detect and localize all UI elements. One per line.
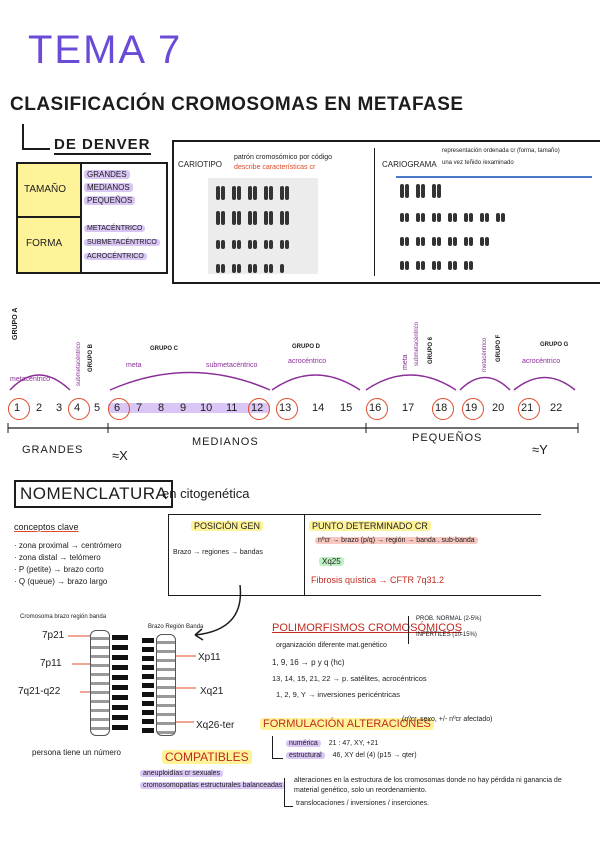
numerica-label: numérica (286, 740, 321, 747)
cariograma-label: CARIOGRAMA (382, 160, 437, 169)
chromosome-number: 18 (435, 402, 448, 414)
karyotype-divider (374, 148, 375, 276)
compatibles-bracket (284, 778, 293, 807)
grupo-d-label: GRUPO D (292, 344, 321, 350)
chromosome-number: 12 (251, 402, 264, 414)
punto-title: PUNTO DETERMINADO CR (309, 521, 431, 531)
curve-arrow (190, 585, 260, 645)
formulacion-arrow (272, 736, 283, 759)
posicion-box (168, 514, 305, 596)
conceptos-title: conceptos clave (14, 522, 79, 532)
chromosome-number: 8 (158, 402, 165, 414)
punto-text: nºcr → brazo (p/q) → región → banda . sub-banda (315, 537, 478, 544)
forma-cell (18, 218, 82, 272)
tamano-items (84, 168, 135, 207)
chromosome-number: 15 (340, 402, 353, 414)
forma-items (84, 222, 160, 264)
compatibles-title: COMPATIBLES (162, 750, 252, 764)
grupo-e-label: GRUPO 6 (428, 336, 434, 364)
x-label: ≈X (112, 448, 128, 463)
diagram-right-label: Xq21 (200, 686, 224, 697)
metacentrico-a-label: metacéntrico (10, 376, 51, 383)
polimorfismos-bracket (408, 616, 415, 644)
compatibles-desc: alteraciones en la estructura de los cromosomas donde no hay pérdida ni ganancia de material genético, solo un reordenamiento. (294, 777, 562, 794)
chromosome-number: 20 (492, 402, 505, 414)
formulacion-sub: (nºcr, sexo, +/- nºcr afectado) (402, 716, 493, 723)
xq25-label: Xq25 (319, 557, 344, 566)
posicion-title: POSICIÓN GEN (191, 521, 263, 531)
chromosome-number: 2 (36, 402, 43, 414)
y-label: ≈Y (532, 442, 548, 457)
meta-f-label: metacéntrico (482, 337, 488, 372)
medianos-label: MEDIANOS (192, 436, 259, 448)
nomenclatura-sub: en citogenética (162, 486, 250, 501)
compatibles-item1: aneuploidías cr sexuales (140, 770, 223, 777)
chromosome-number: 3 (56, 402, 63, 414)
forma-item: METACÉNTRICO (84, 225, 145, 232)
grupo-f-label: GRUPO F (496, 334, 502, 362)
grandes-label: GRANDES (22, 444, 84, 456)
denver-table (16, 162, 168, 274)
chromosome-number: 22 (550, 402, 563, 414)
page-title: TEMA 7 (28, 28, 183, 72)
tamano-item: MEDIANOS (84, 183, 133, 192)
tamano-item: GRANDES (84, 170, 130, 179)
page-subtitle: CLASIFICACIÓN CROMOSOMAS EN METAFASE (10, 94, 464, 115)
compatibles-item2: cromosomopatías estructurales balanceadas (140, 782, 285, 789)
polimorfismos-line4: 1, 2, 9, Y → inversiones pericéntricas (276, 690, 400, 699)
formulacion-numerica (286, 740, 378, 747)
estructural-label: estructural (286, 752, 325, 759)
grupo-g-label: GRUPO G (540, 342, 569, 348)
chromosome-number: 9 (180, 402, 187, 414)
nomenclatura-heading: NOMENCLATURA (20, 484, 168, 503)
chromosome-number: 14 (312, 402, 325, 414)
karyogram-image (396, 176, 592, 274)
diagram-right-header: Brazo Región Banda (148, 624, 204, 630)
karyotype-box (172, 140, 600, 284)
chromosome-number: 5 (94, 402, 101, 414)
cariotipo-note1: patrón cromosómico por código (234, 154, 333, 161)
diagram-caption: persona tiene un número (32, 748, 121, 757)
numerica-value: 21 : 47, XY, +21 (328, 740, 379, 747)
concepto-item: · Q (queue) → brazo largo (14, 577, 108, 586)
conceptos-list (14, 540, 122, 588)
compatibles-types: translocaciones / inversiones / inserciones. (296, 800, 430, 807)
diagram-right-label: Xp11 (198, 652, 221, 663)
chromosome-number: 21 (521, 402, 534, 414)
diagram-right-label: Xq26-ter (196, 720, 235, 731)
fibrosis-text: Fibrosis quística → CFTR 7q31.2 (311, 575, 445, 585)
chromosome-number: 6 (114, 402, 121, 414)
forma-item: SUBMETACÉNTRICO (84, 239, 160, 246)
polimorfismos-side1: PROB. NORMAL (2-5%) (416, 616, 482, 622)
karyotype-image (208, 178, 318, 274)
tamano-cell (18, 164, 82, 218)
grupo-c-label: GRUPO C (150, 346, 179, 352)
concepto-item: · zona distal → telómero (14, 553, 101, 562)
formulacion-estructural (286, 752, 417, 759)
forma-label: FORMA (26, 238, 63, 249)
cariograma-note2: una vez teñido /examinado (442, 160, 514, 166)
polimorfismos-line3: 13, 14, 15, 21, 22 → p. satélites, acrocéntricos (272, 674, 427, 683)
diagram-arrows (60, 630, 200, 730)
chromosome-number: 11 (226, 402, 238, 414)
polimorfismos-line1: organización diferente mat.genético (276, 642, 387, 649)
acro-g-label: acrocéntrico (522, 358, 561, 365)
tamano-label: TAMAÑO (24, 184, 67, 195)
cariograma-note1: representación ordenada cr (forma, tamaño) (442, 148, 560, 154)
chromosome-number: 4 (74, 402, 81, 414)
denver-heading: DE DENVER (54, 136, 151, 153)
chromosome-number: 19 (465, 402, 478, 414)
chromosome-number: 16 (369, 402, 382, 414)
chromosome-number: 13 (279, 402, 292, 414)
pequenos-label: PEQUEÑOS (412, 432, 483, 444)
diagram-left-label: 7p11 (40, 658, 62, 669)
cariotipo-label: CARIOTIPO (178, 160, 223, 169)
acro-d-label: acrocéntrico (288, 358, 327, 365)
chromosome-number: 10 (200, 402, 213, 414)
grupo-a-label: GRUPO A (12, 307, 19, 340)
chromosome-number: 1 (14, 402, 21, 414)
polimorfismos-title: POLIMORFISMOS CROMOSÓMICOS (272, 622, 463, 634)
estructural-value: 46, XY del (4) (p15 → qter) (332, 752, 417, 759)
submeta-c-label: submetacéntrico (206, 362, 258, 369)
meta-c-label: meta (126, 362, 142, 369)
polimorfismos-line2: 1, 9, 16 → p y q (hc) (272, 658, 345, 667)
nomenclatura-heading-box (14, 480, 173, 508)
diagram-left-label: 7q21-q22 (18, 686, 61, 697)
tamano-item: PEQUEÑOS (84, 196, 135, 205)
formulacion-title: FORMULACIÓN ALTERACIONES (260, 718, 434, 730)
grupo-b-label: GRUPO B (88, 343, 94, 372)
submeta-e-label: submetacéntrico (414, 321, 420, 366)
diagram-header: Cromosoma brazo región banda (20, 614, 107, 620)
denver-heading-arrow (22, 124, 50, 150)
concepto-item: · zona proximal → centrómero (14, 541, 122, 550)
chromosome-number: 7 (136, 402, 143, 414)
polimorfismos-side2: INFERTILES (10-15%) (416, 632, 477, 638)
meta-e-label: meta (402, 354, 409, 370)
submeta-b-label: submetacéntrico (76, 341, 82, 386)
chromosome-number: 17 (402, 402, 415, 414)
forma-item: ACROCÉNTRICO (84, 253, 147, 260)
diagram-left-label: 7p21 (42, 630, 65, 641)
punto-box (304, 514, 541, 596)
posicion-text: Brazo → regiones → bandas (173, 549, 263, 556)
concepto-item: · P (petite) → brazo corto (14, 565, 104, 574)
cariotipo-note2: describe características cr (234, 164, 316, 171)
